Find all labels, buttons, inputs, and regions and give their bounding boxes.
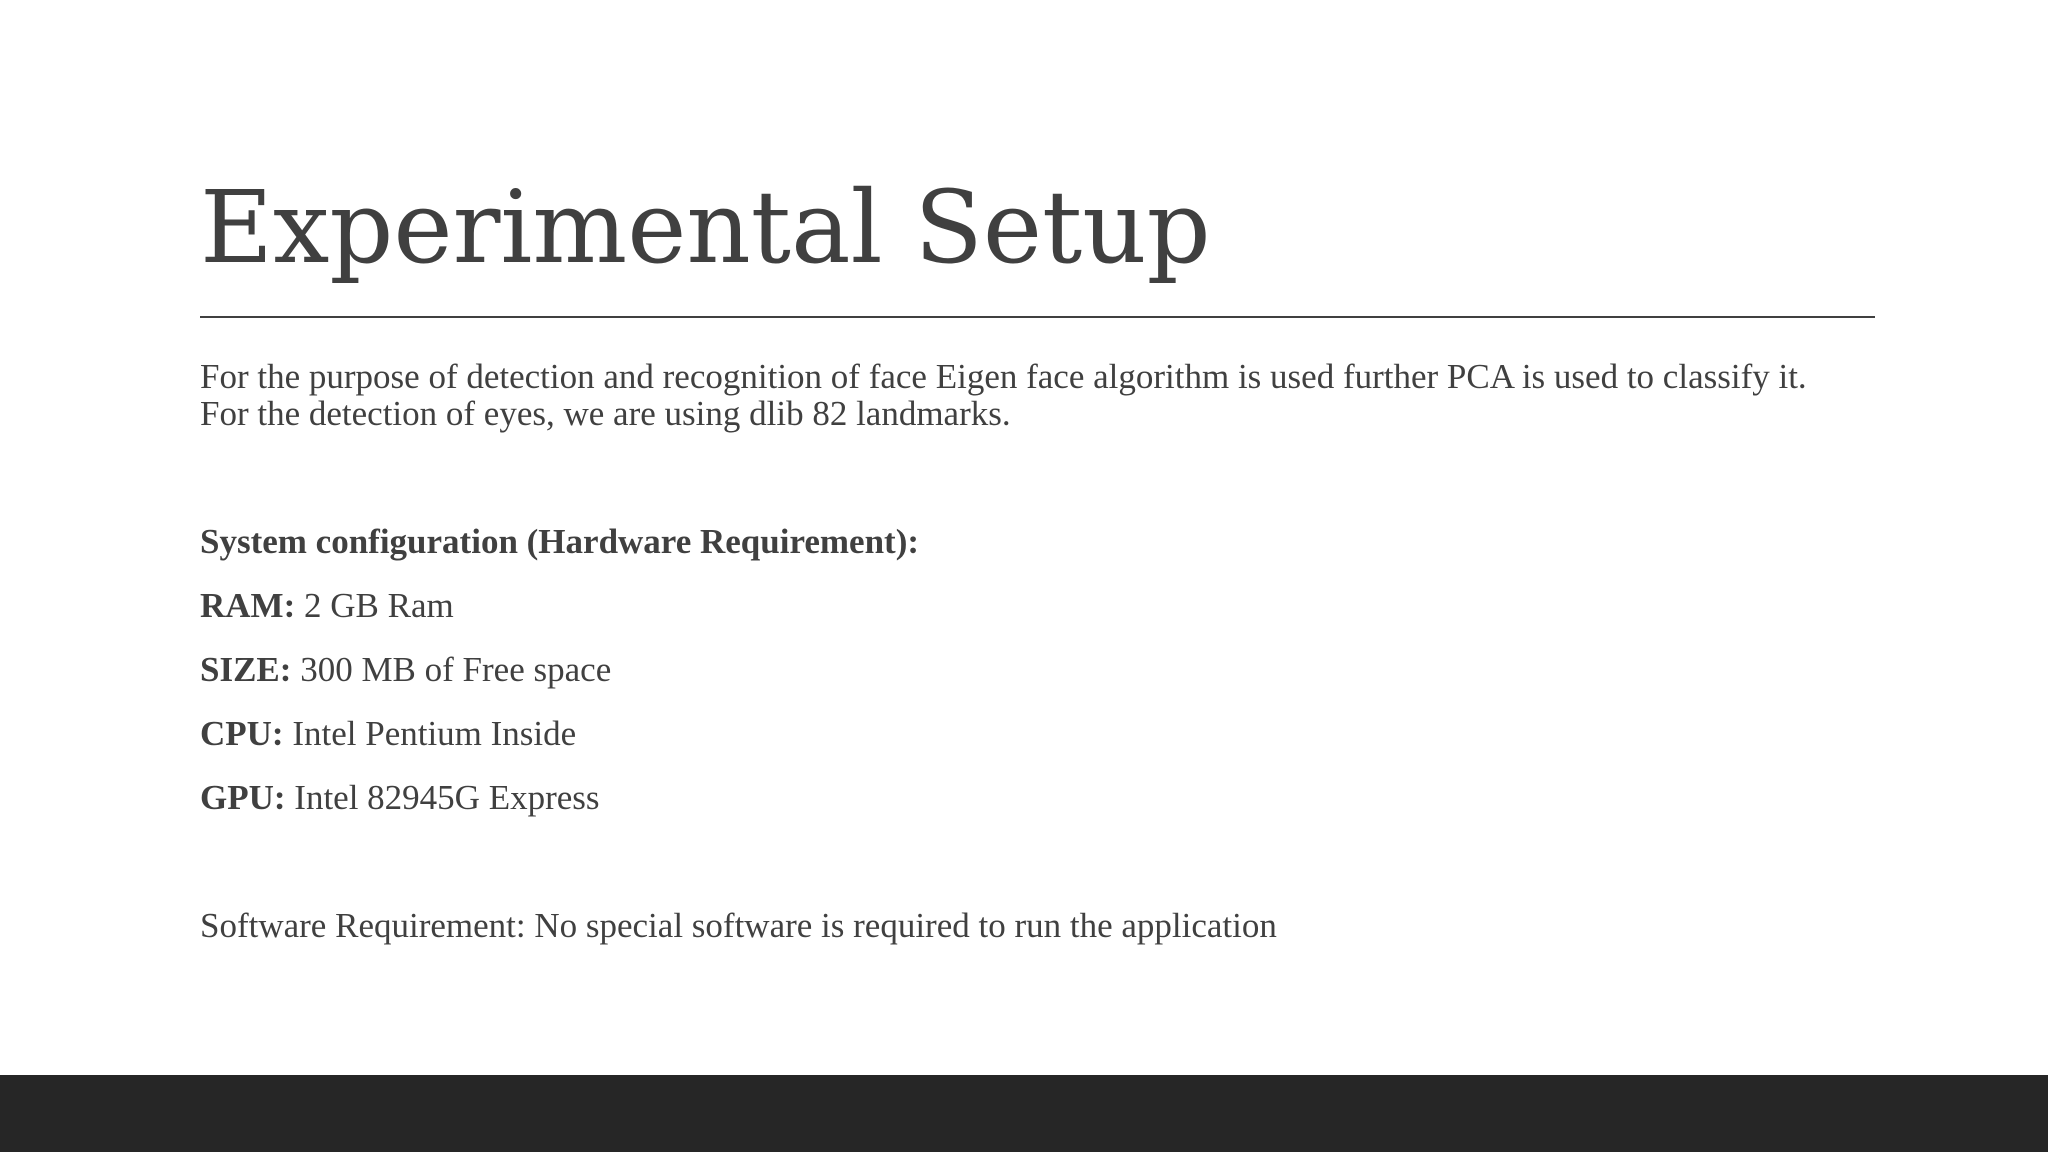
hardware-item-key: RAM: <box>200 586 296 625</box>
hardware-item-cpu <box>200 710 919 758</box>
hardware-item-key: SIZE: <box>200 650 292 689</box>
intro-line: For the detection of eyes, we are using dlib 82 landmarks. <box>200 394 1011 433</box>
hardware-item-value: Intel 82945G Express <box>285 778 600 817</box>
intro-paragraph <box>200 358 1890 432</box>
title-divider <box>200 316 1875 318</box>
hardware-item-ram <box>200 582 919 630</box>
software-requirement: Software Requirement: No special software is required to run the application <box>200 906 1277 945</box>
hardware-item-size <box>200 646 919 694</box>
hardware-requirements <box>200 518 919 822</box>
hardware-item-gpu <box>200 774 919 822</box>
footer-bar <box>0 1075 2048 1152</box>
hardware-item-value: 300 MB of Free space <box>291 650 612 689</box>
intro-line: For the purpose of detection and recognition of face Eigen face algorithm is used further PCA is used to classify it. <box>200 357 1807 396</box>
hardware-item-value: 2 GB Ram <box>295 586 454 625</box>
slide-title: Experimental Setup <box>200 169 1211 286</box>
hardware-heading: System configuration (Hardware Requirement): <box>200 522 920 561</box>
hardware-item-key: GPU: <box>200 778 286 817</box>
hardware-item-value: Intel Pentium Inside <box>283 714 577 753</box>
hardware-item-key: CPU: <box>200 714 284 753</box>
